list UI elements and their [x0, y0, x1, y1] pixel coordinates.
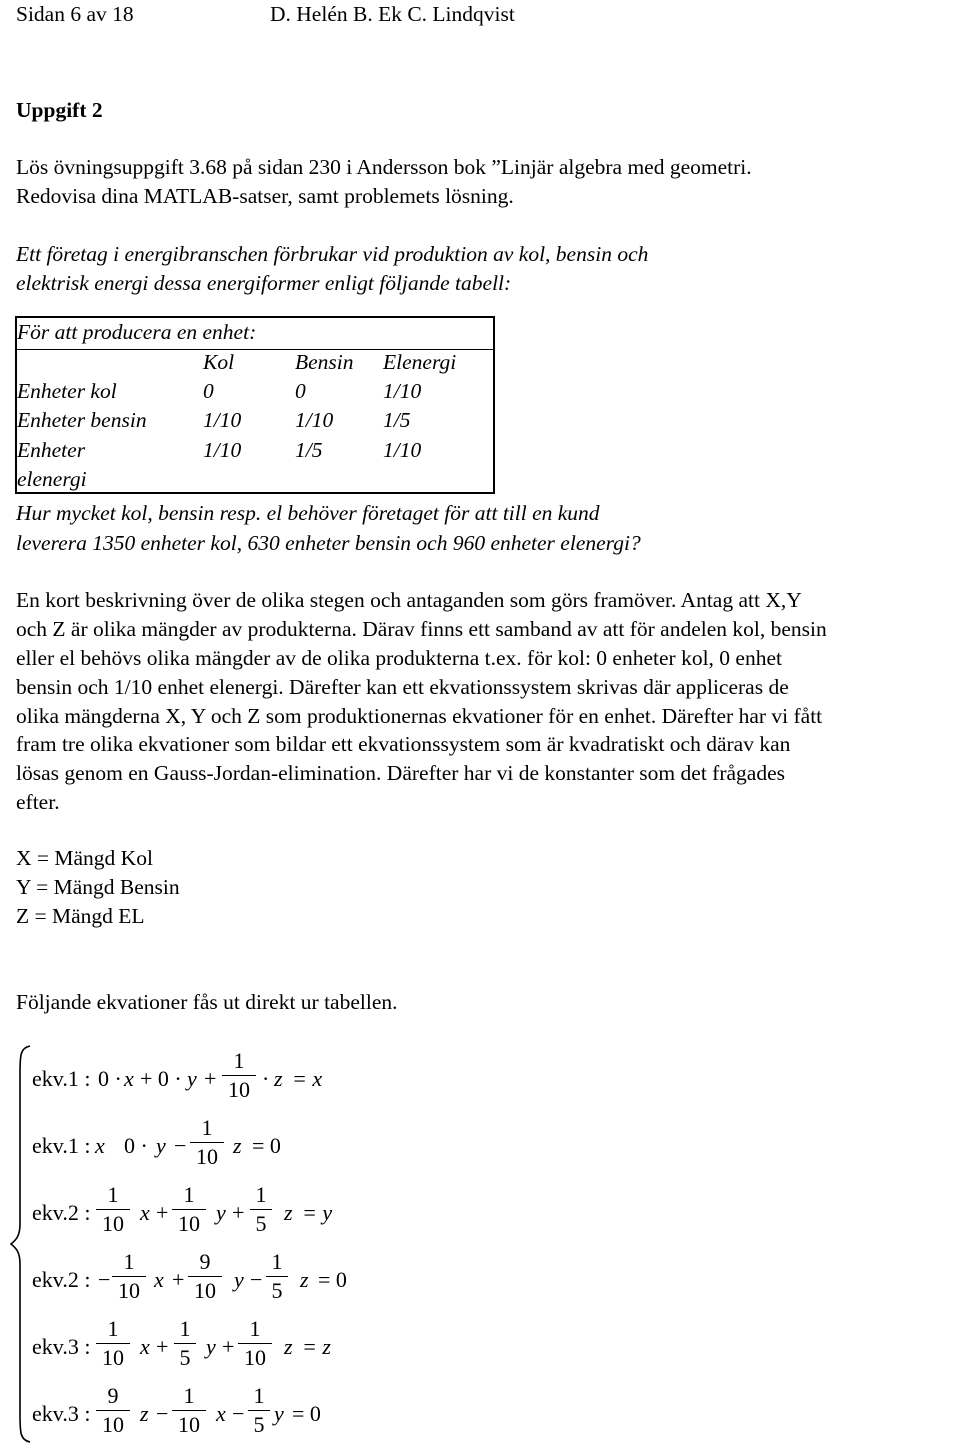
eq-op: − — [156, 1401, 169, 1426]
fraction-denominator: 10 — [102, 1412, 124, 1437]
table-row-label: Enheter kol — [17, 379, 117, 403]
eq-rhs: = 0 — [252, 1133, 281, 1158]
fraction-numerator: 1 — [123, 1249, 135, 1274]
eq-var: y — [216, 1200, 226, 1225]
eq-op: + — [156, 1200, 169, 1225]
eq-op: − — [232, 1401, 245, 1426]
eq-var: z — [284, 1334, 293, 1359]
eq-var: y — [234, 1267, 244, 1292]
fraction-denominator: 10 — [228, 1077, 250, 1102]
fraction — [174, 1316, 196, 1371]
fraction — [248, 1383, 270, 1438]
eq-rhs: = 0 — [318, 1267, 347, 1292]
eq-var: x — [154, 1267, 164, 1292]
fraction-denominator: 5 — [179, 1345, 191, 1370]
left-brace-icon — [8, 1044, 34, 1444]
eq-label: ekv.3 : — [32, 1401, 91, 1426]
eq-rhs: = y — [302, 1200, 333, 1225]
fraction — [96, 1316, 130, 1371]
fraction-denominator: 5 — [255, 1211, 267, 1236]
eq-label: ekv.1 : — [32, 1133, 91, 1158]
fraction — [96, 1182, 130, 1237]
fraction-numerator: 1 — [107, 1182, 119, 1207]
eq-op: + — [222, 1334, 235, 1359]
description-line: En kort beskrivning över de olika stegen och antaganden som görs framöver. Antag att X,Y — [16, 588, 802, 612]
table-cell: 0 — [295, 379, 306, 403]
fraction — [250, 1182, 272, 1237]
eq-var: x — [140, 1200, 150, 1225]
eq-op: + — [232, 1200, 245, 1225]
problem-line-1: Ett företag i energibranschen förbrukar vid produktion av kol, bensin och — [16, 242, 649, 266]
eq-op: + — [172, 1267, 185, 1292]
eq-op: − — [174, 1133, 187, 1158]
question-line-2: leverera 1350 enheter kol, 630 enheter bensin och 960 enheter elenergi? — [16, 531, 641, 555]
task-instruction-2: Redovisa dina MATLAB-satser, samt problemets lösning. — [16, 184, 514, 208]
fraction-denominator: 10 — [196, 1144, 218, 1169]
task-instruction-1: Lös övningsuppgift 3.68 på sidan 230 i Andersson bok ”Linjär algebra med geometri. — [16, 155, 752, 179]
fraction — [190, 1115, 224, 1170]
fraction-numerator: 9 — [199, 1249, 211, 1274]
table-row-label: Enheter — [17, 438, 86, 462]
eq-term: 0 · — [124, 1133, 148, 1158]
description-line: olika mängderna X, Y och Z som produktionernas ekvationer för en enhet. Därefter har vi fått — [16, 704, 823, 728]
eq-term: 0 · — [98, 1066, 122, 1091]
eq-var: z — [284, 1200, 293, 1225]
table-caption: För att producera en enhet: — [17, 320, 257, 344]
table-cell: 1/5 — [295, 438, 323, 462]
variable-z: Z = Mängd EL — [16, 904, 145, 928]
consumption-table — [15, 316, 495, 494]
eq-var: z — [233, 1133, 242, 1158]
eq-var: z — [300, 1267, 309, 1292]
fraction — [188, 1249, 222, 1304]
eq-var: y — [156, 1133, 166, 1158]
fraction-denominator: 10 — [102, 1345, 124, 1370]
table-cell: 1/10 — [295, 408, 334, 432]
task-title: Uppgift 2 — [16, 98, 103, 122]
fraction-denominator: 10 — [178, 1211, 200, 1236]
description-line: lösas genom en Gauss-Jordan-elimination. Därefter har vi de konstanter som det frågades — [16, 761, 785, 785]
table-col-elenergi: Elenergi — [383, 350, 457, 374]
variable-y: Y = Mängd Bensin — [16, 875, 180, 899]
fraction-numerator: 1 — [271, 1249, 283, 1274]
table-col-kol: Kol — [203, 350, 235, 374]
description-line: fram tre olika ekvationer som bildar ett ekvationssystem som är kvadratiskt och därav kan — [16, 732, 791, 756]
eq-var: x — [140, 1334, 150, 1359]
eq-op: + — [156, 1334, 169, 1359]
header-authors: D. Helén B. Ek C. Lindqvist — [270, 2, 515, 26]
fraction — [266, 1249, 288, 1304]
table-row-label: Enheter bensin — [17, 408, 147, 432]
fraction-numerator: 1 — [107, 1316, 119, 1341]
eq-label: ekv.3 : — [32, 1334, 91, 1359]
eq-var: z — [140, 1401, 149, 1426]
table-cell: 1/10 — [383, 438, 422, 462]
table-cell: 1/10 — [383, 379, 422, 403]
eq-var: x — [216, 1401, 226, 1426]
fraction — [172, 1383, 206, 1438]
eq-term: + 0 · — [140, 1066, 182, 1091]
table-cell: 1/5 — [383, 408, 411, 432]
fraction-numerator: 1 — [179, 1316, 191, 1341]
description-line: och Z är olika mängder av produkterna. Därav finns ett samband av att för andelen kol, bensin — [16, 617, 827, 641]
fraction-denominator: 10 — [244, 1345, 266, 1370]
fraction-denominator: 10 — [118, 1278, 140, 1303]
question-line-1: Hur mycket kol, bensin resp. el behöver företaget för att till en kund — [16, 501, 600, 525]
eq-var: y — [206, 1334, 216, 1359]
description-line: efter. — [16, 790, 60, 814]
eq-rhs: = 0 — [292, 1401, 321, 1426]
eq-var: y — [274, 1401, 284, 1426]
table-cell: 0 — [203, 379, 214, 403]
fraction-numerator: 1 — [255, 1182, 267, 1207]
table-cell: 1/10 — [203, 408, 242, 432]
description-line: bensin och 1/10 enhet elenergi. Därefter kan ett ekvationssystem skrivas där appliceras de — [16, 675, 789, 699]
eq-var: x — [95, 1133, 105, 1158]
eq-label: ekv.2 : — [32, 1267, 91, 1292]
fraction — [238, 1316, 272, 1371]
eq-var: x — [124, 1066, 134, 1091]
fraction-numerator: 1 — [233, 1048, 245, 1073]
fraction — [222, 1048, 256, 1103]
fraction-numerator: 1 — [249, 1316, 261, 1341]
eq-op: − — [98, 1267, 111, 1292]
eq-rhs: = z — [302, 1334, 331, 1359]
table-cell: 1/10 — [203, 438, 242, 462]
fraction-numerator: 1 — [183, 1383, 195, 1408]
variable-x: X = Mängd Kol — [16, 846, 153, 870]
fraction-denominator: 10 — [102, 1211, 124, 1236]
fraction — [172, 1182, 206, 1237]
fraction-denominator: 5 — [271, 1278, 283, 1303]
table-col-bensin: Bensin — [295, 350, 354, 374]
eq-op: − — [250, 1267, 263, 1292]
description-line: eller el behövs olika mängder av de olika produkterna t.ex. för kol: 0 enheter kol, 0 enhet — [16, 646, 782, 670]
eq-rhs: = x — [292, 1066, 323, 1091]
fraction-numerator: 1 — [201, 1115, 213, 1140]
eq-label: ekv.2 : — [32, 1200, 91, 1225]
fraction — [112, 1249, 146, 1304]
table-row-label: elenergi — [17, 467, 87, 491]
problem-line-2: elektrisk energi dessa energiformer enligt följande tabell: — [16, 271, 512, 295]
fraction-numerator: 1 — [253, 1383, 265, 1408]
equations-intro: Följande ekvationer fås ut direkt ur tabellen. — [16, 990, 398, 1014]
page-number: Sidan 6 av 18 — [16, 2, 134, 26]
fraction-denominator: 10 — [194, 1278, 216, 1303]
eq-op: + — [204, 1066, 217, 1091]
fraction-denominator: 10 — [178, 1412, 200, 1437]
eq-op: · — [262, 1066, 270, 1091]
fraction-denominator: 5 — [253, 1412, 265, 1437]
eq-var: y — [187, 1066, 197, 1091]
eq-label: ekv.1 : — [32, 1066, 91, 1091]
eq-var: z — [274, 1066, 283, 1091]
fraction-numerator: 1 — [183, 1182, 195, 1207]
fraction — [96, 1383, 130, 1438]
fraction-numerator: 9 — [107, 1383, 119, 1408]
